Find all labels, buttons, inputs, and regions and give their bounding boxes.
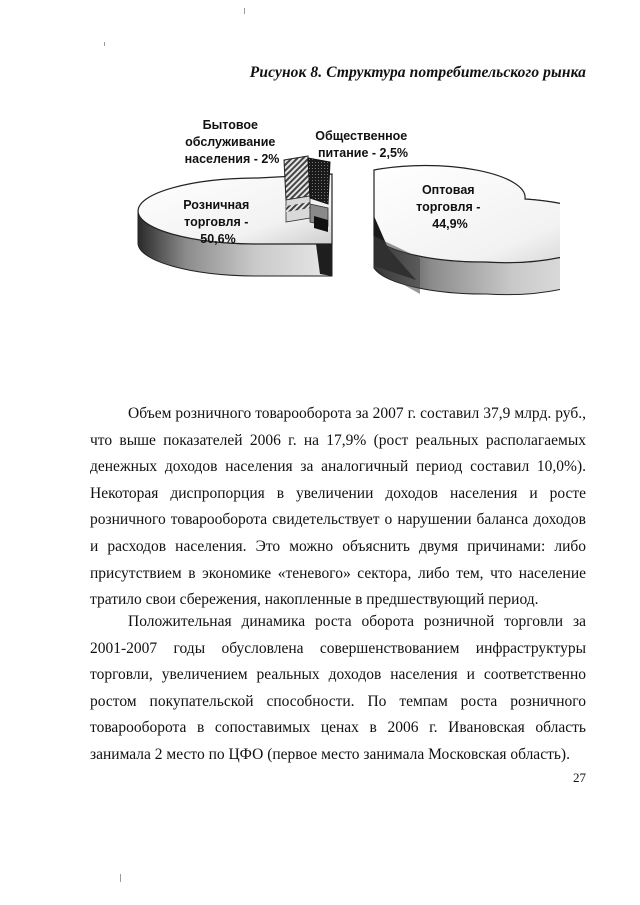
scan-speck	[104, 42, 105, 46]
label-catering	[315, 129, 411, 160]
pie-slice-services	[284, 156, 310, 222]
label-wholesale-line1: Оптовая	[421, 183, 475, 197]
label-services-line2: обслуживание	[185, 135, 276, 149]
label-retail-line2: торговля -	[184, 215, 249, 229]
paragraph-1-text: Объем розничного товарооборота за 2007 г. составил 37,9 млрд. руб., что выше показателей 2006 г. на 17,9% (рост реальных располагаемых денежных доходов населения за аналогичный период составил 10,0%). Некоторая диспропорция в увеличении доходов населения и росте розничного товарооборота свидетельствует о нарушении баланса доходов и расходов населения. Это можно объяснить двумя причинами: либо присутствием в экономике «теневого» сектора, либо тем, что население тратило свои сбережения, накопленные в предшествующий период.	[90, 405, 586, 609]
wholesale-top	[374, 166, 560, 263]
label-wholesale-line3: 44,9%	[432, 217, 468, 231]
page-number: 27	[573, 770, 586, 785]
scan-speck	[244, 8, 245, 14]
paragraph-1	[90, 401, 586, 614]
label-services-line3: населения - 2%	[184, 152, 280, 166]
pie-chart	[120, 108, 560, 318]
label-catering-line2: питание - 2,5%	[317, 146, 409, 160]
label-retail-line1: Розничная	[183, 198, 250, 212]
label-retail-line3: 50,6%	[200, 232, 236, 246]
label-services	[185, 118, 280, 166]
label-wholesale-line2: торговля -	[416, 200, 481, 214]
services-top	[284, 156, 310, 200]
figure-caption: Рисунок 8. Структура потребительского рынка	[249, 64, 586, 81]
scan-speck	[120, 874, 121, 882]
paragraph-2	[90, 609, 586, 769]
label-services-line1: Бытовое	[202, 118, 258, 132]
paragraph-2-text: Положительная динамика роста оборота розничной торговли за 2001-2007 годы обусловлена совершенствованием инфраструктуры торговли, увеличением реальных доходов населения и соответственно ростом покупательской способности. По темпам роста розничного товарооборота в сопоставимых ценах в 2006 г. Ивановская область занимала 2 место по ЦФО (первое место занимала Московская область).	[90, 613, 586, 763]
catering-top	[308, 158, 330, 204]
pie-slice-catering	[308, 158, 330, 232]
label-catering-line1: Общественное	[315, 129, 408, 143]
